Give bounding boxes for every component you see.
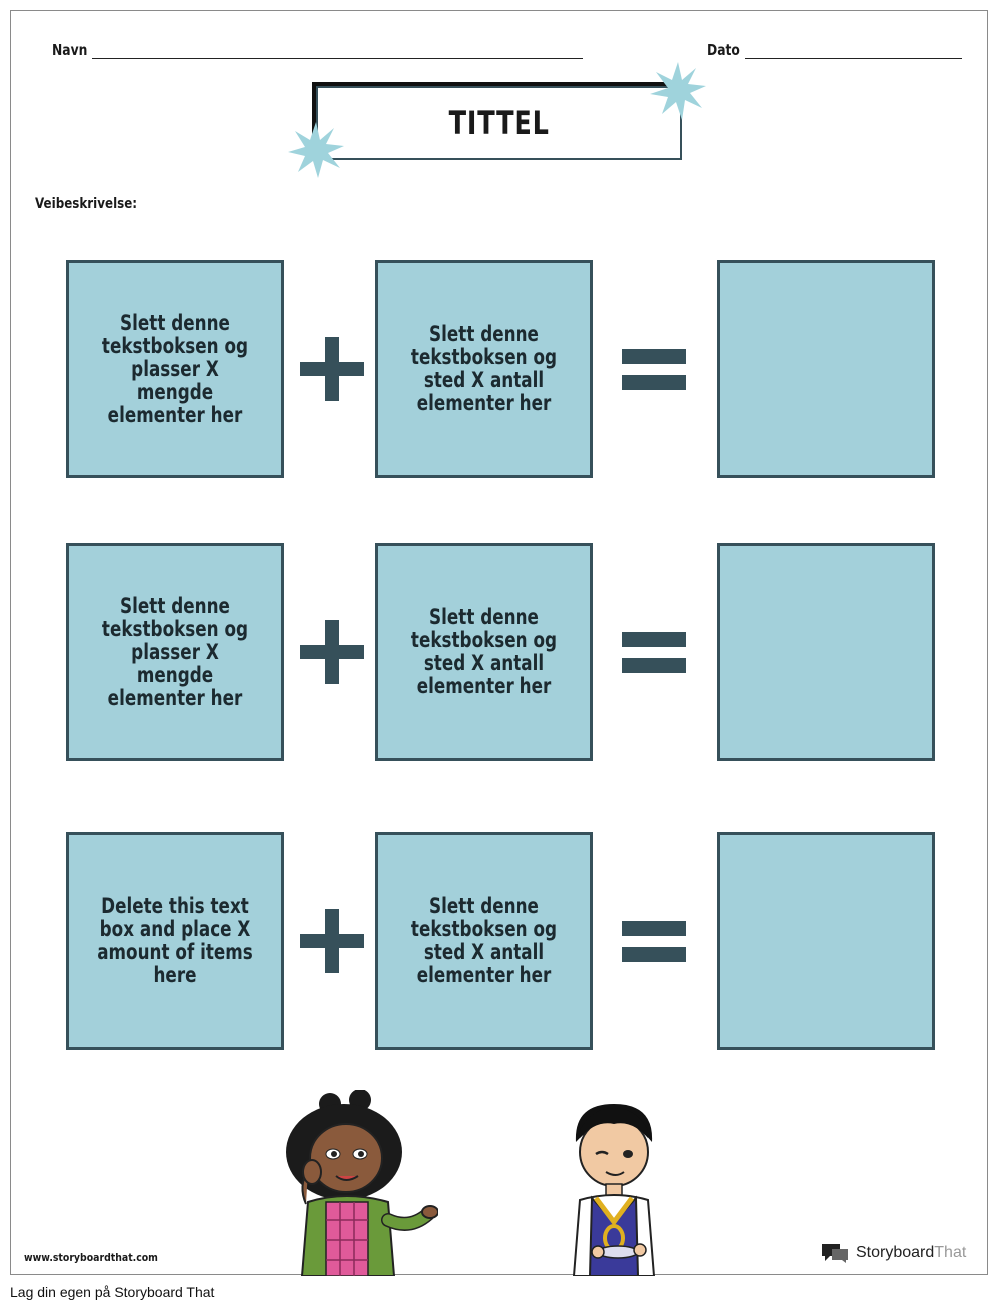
addend-text: Slett denne tekstboksen og sted X antall elementer her xyxy=(410,894,558,987)
description-label: Veibeskrivelse: xyxy=(35,196,138,212)
equals-icon xyxy=(622,349,686,391)
boy-character-illustration xyxy=(566,1102,662,1276)
equals-icon xyxy=(622,632,686,674)
plus-icon xyxy=(300,620,364,684)
date-field-line[interactable] xyxy=(745,58,962,59)
addend-box-2[interactable] xyxy=(375,832,593,1050)
speech-bubble-icon xyxy=(820,1242,850,1264)
addend-text: Slett denne tekstboksen og plasser X mengde elementer her xyxy=(101,310,249,427)
brand-text-that: That xyxy=(934,1244,967,1261)
addend-box-2[interactable] xyxy=(375,543,593,761)
addend-text: Delete this text box and place X amount of items here xyxy=(97,894,253,987)
addend-box-2[interactable] xyxy=(375,260,593,478)
girl-character-illustration xyxy=(278,1090,438,1276)
addend-box-1[interactable] xyxy=(66,832,284,1050)
addend-box-1[interactable] xyxy=(66,543,284,761)
page-caption[interactable]: Lag din egen på Storyboard That xyxy=(10,1284,215,1300)
result-box[interactable] xyxy=(717,260,935,478)
star-icon xyxy=(288,122,344,178)
addend-box-1[interactable] xyxy=(66,260,284,478)
result-box[interactable] xyxy=(717,543,935,761)
name-label: Navn xyxy=(52,41,88,59)
storyboardthat-logo[interactable] xyxy=(820,1240,980,1266)
plus-icon xyxy=(300,909,364,973)
addend-text: Slett denne tekstboksen og plasser X mengde elementer her xyxy=(101,593,249,710)
addend-text: Slett denne tekstboksen og sted X antall elementer her xyxy=(410,605,558,698)
brand-text-storyboard: Storyboard xyxy=(856,1244,935,1261)
equals-icon xyxy=(622,921,686,963)
name-field-line[interactable] xyxy=(92,58,583,59)
star-icon xyxy=(650,62,706,120)
addend-text: Slett denne tekstboksen og sted X antall elementer her xyxy=(410,322,558,415)
result-box[interactable] xyxy=(717,832,935,1050)
footer-url[interactable]: www.storyboardthat.com xyxy=(24,1251,158,1264)
page-title: TITTEL xyxy=(448,104,550,142)
date-label: Dato xyxy=(707,41,740,59)
plus-icon xyxy=(300,337,364,401)
